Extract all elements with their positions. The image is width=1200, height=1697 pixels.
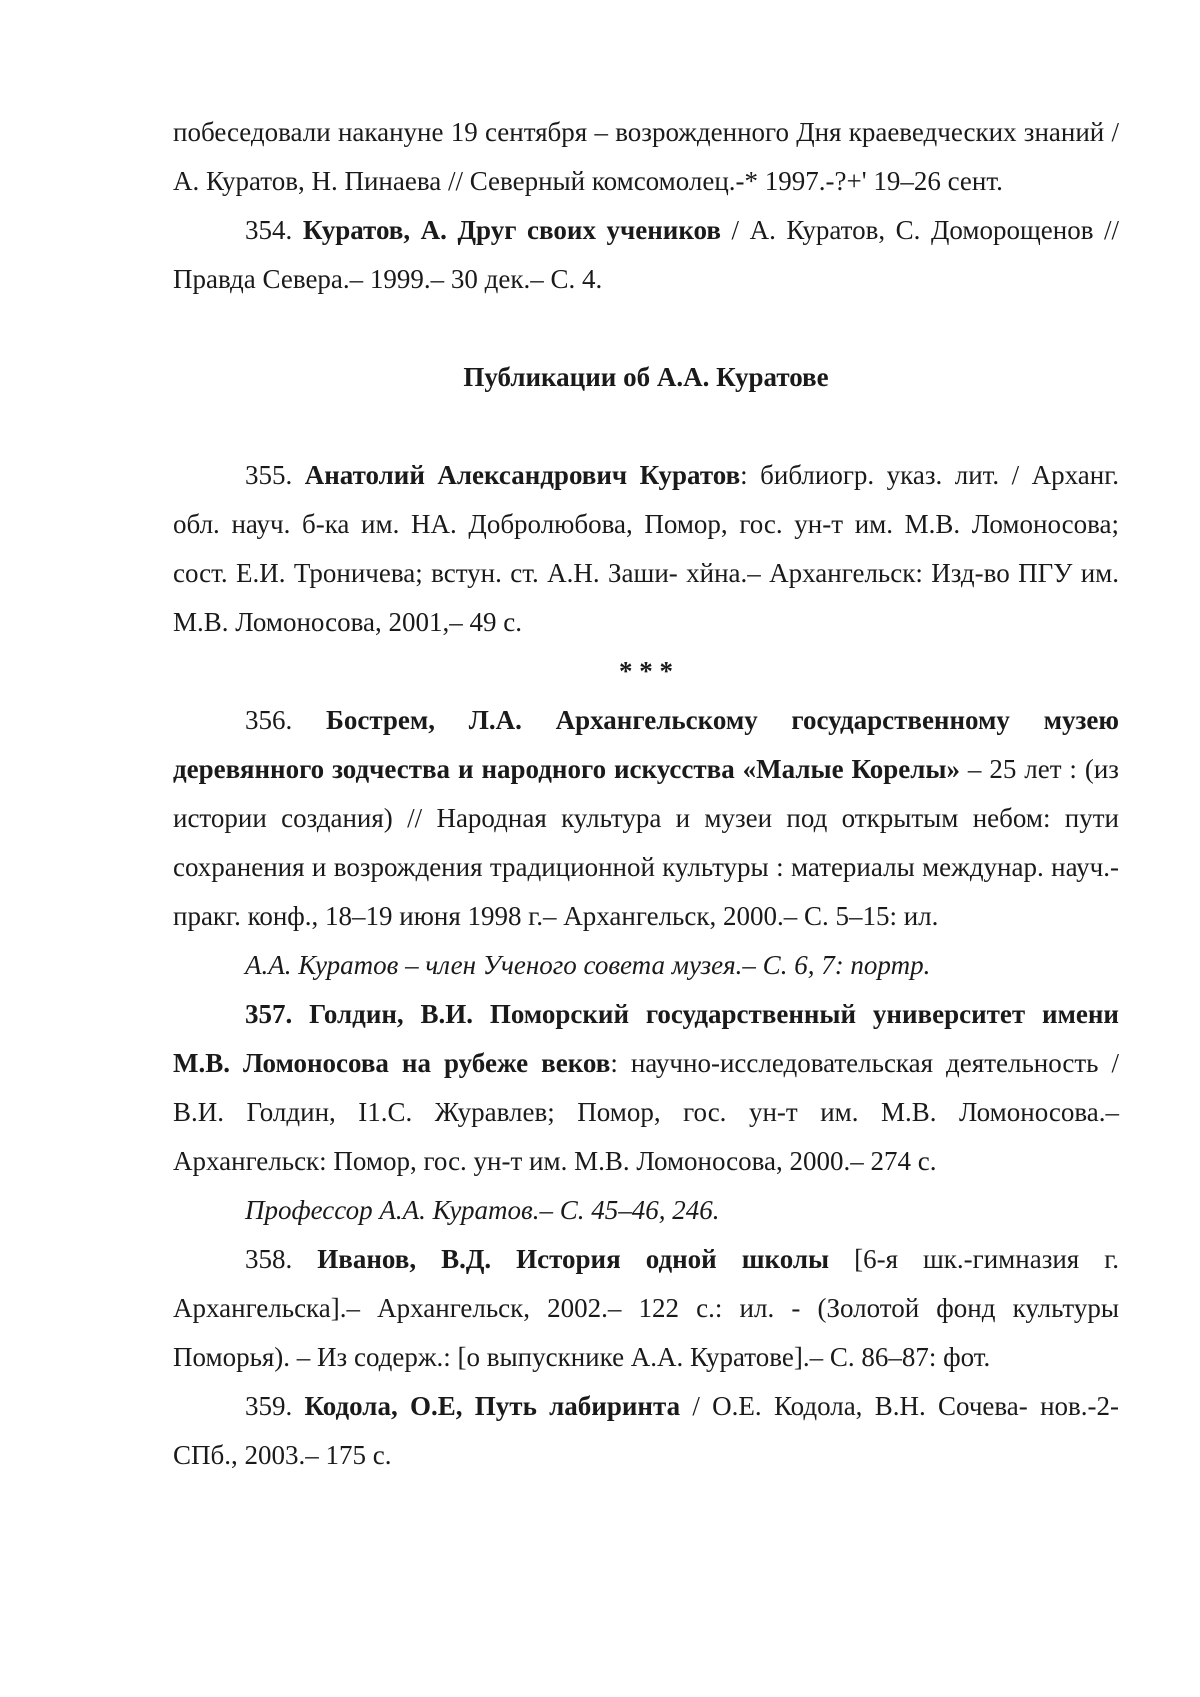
entry-number: 358. xyxy=(245,1244,318,1274)
entry-355 xyxy=(173,451,1119,647)
entry-357 xyxy=(173,990,1119,1186)
entry-358 xyxy=(173,1235,1119,1382)
entry-353-continuation: побеседовали накануне 19 сентября – возрожденного Дня краеведческих знаний / А. Куратов, Н. Пинаева // Северный комсомолец.-* 1997.-?+' 19–26 сент. xyxy=(173,117,1119,196)
entry-details: / О.Е. Кодола, В.Н. Сочева- нов.-2- СПб., 2003.– 175 с. xyxy=(173,1391,1119,1470)
entry-title: 357. Голдин, В.И. Поморский государственный университет имени М.В. Ломоносова на рубеже веков xyxy=(173,999,1119,1078)
section-heading: Публикации об А.А. Куратове xyxy=(463,362,829,392)
entry-details: : научно-исследовательская деятельность / В.И. Голдин, I1.С. Журавлев; Помор, гос. ун-т им. М.В. Ломоносова.– Архангельск: Помор, гос. ун-т им. М.В. Ломоносова, 2000.– 274 с. xyxy=(173,1048,1119,1176)
entry-title: Анатолий Александрович Куратов xyxy=(304,460,741,490)
entry-title: Кодола, О.Е, Путь лабиринта xyxy=(304,1391,681,1421)
entry-356 xyxy=(173,696,1119,941)
entry-number: 359. xyxy=(245,1391,305,1421)
entry-details: / А. Куратов, С. Доморощенов // Правда Севера.– 1999.– 30 дек.– С. 4. xyxy=(173,215,1120,294)
entry-title: Бострем, Л.А. Архангельскому государственному музею деревянного зодчества и народного искусства «Малые Корелы» xyxy=(173,705,1120,784)
entry-title: Иванов, В.Д. История одной школы xyxy=(317,1244,830,1274)
section-separator: * * * xyxy=(619,656,673,686)
entry-359 xyxy=(173,1382,1119,1480)
entry-details: [6-я шк.-гимназия г. Архангельска].– Архангельск, 2002.– 122 с.: ил. - (Золотой фонд культуры Поморья). – Из содерж.: [о выпускнике А.А. Куратове].– С. 86–87: фот. xyxy=(173,1244,1120,1372)
entry-title: Куратов, А. Друг своих учеников xyxy=(302,215,721,245)
entry-number: 355. xyxy=(245,460,305,490)
entry-number: 356. xyxy=(245,705,326,735)
entry-357-note: Профессор А.А. Куратов.– С. 45–46, 246. xyxy=(245,1195,720,1225)
entry-number: 354. xyxy=(245,215,303,245)
entry-356-note: А.А. Куратов – член Ученого совета музея.– С. 6, 7: портр. xyxy=(245,950,931,980)
entry-details: : библиогр. указ. лит. / Арханг. обл. науч. б-ка им. НА. Добролюбова, Помор, гос. ун-т им. М.В. Ломоносова; сост. Е.И. Троничева; встун. ст. А.Н. Заши- хйна.– Архангельск: Изд-во ПГУ им. М.В. Ломоносова, 2001,– 49 с. xyxy=(173,460,1119,637)
document-page xyxy=(173,108,1119,1480)
entry-354 xyxy=(173,206,1119,304)
entry-details: – 25 лет : (из истории создания) // Народная культура и музеи под открытым небом: пути сохранения и возрождения традиционной культуры : материалы междунар. науч.-пракг. конф., 18–19 июня 1998 г.– Архангельск, 2000.– С. 5–15: ил. xyxy=(173,754,1119,931)
